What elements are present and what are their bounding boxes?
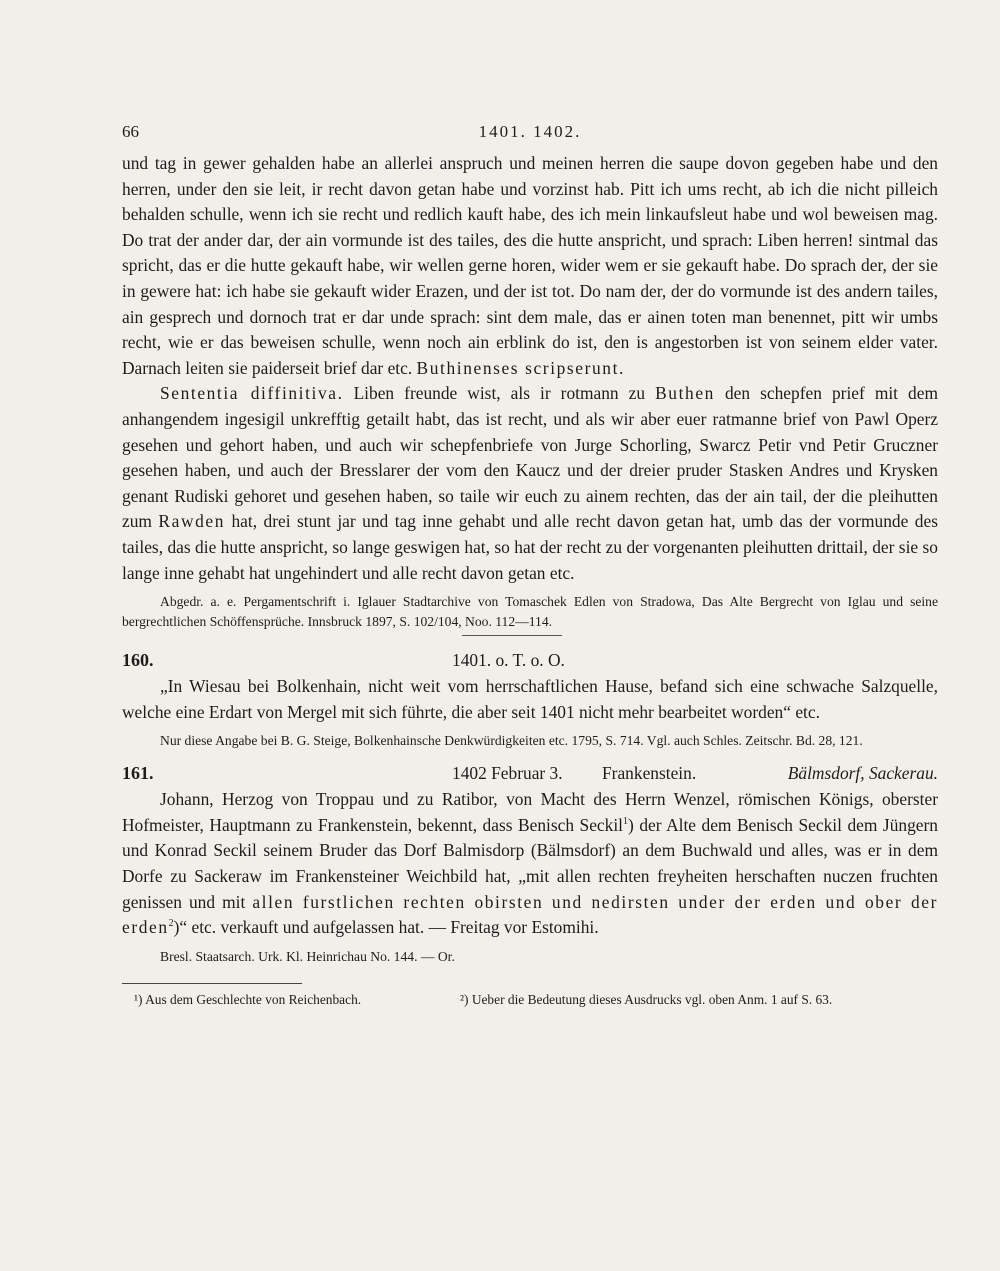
entry-number: 161. xyxy=(122,763,154,784)
sentence-label: Sententia diffinitiva. xyxy=(160,383,344,404)
continuation-paragraph: und tag in gewer gehalden habe an allerlei anspruch und meinen herren die saupe dovon gegeben habe und den herren, under den sie leit, ir recht davon getan habe und vorzinst hab. Pitt ich ums recht, ab ich die nicht pilleich behalden schulle, wenn ich sie recht und redlich kauft habe, des ich mein linkaufsleut habe und wol beweisen mag. Do trat der ander dar, der ain vormunde ist des tailes, des die hutte anspricht, und sprach: Liben herren! sintmal das spricht, das er die hutte gekauft habe, wir wellen gerne horen, wider wem er sie gekauft habe. Do sprach der, der sie in gewere hat: ich habe sie gekauft wider Erazen, und der ist tot. Do nam der, der do vormunde ist des andern tailes, ain gesprech und dornoch trat er dar unde sprach: sint dem male, das er ainen toten man benennet, pitt wir umbs recht, wie er das beweisen schulle, wenn noch ain erblink do ist, den is angestorben ist von seinem elder vater. Darnach leiten sie paiderseit brief dar etc. Buthinenses scripserunt. xyxy=(122,153,938,378)
page-header xyxy=(122,122,938,146)
footnote-1: ¹) Aus dem Geschlechte von Reichenbach. xyxy=(134,991,362,1007)
footnote-2: ²) Ueber die Bedeutung dieses Ausdrucks vgl. oben Anm. 1 auf S. 63. xyxy=(460,991,833,1007)
running-title: 1401. 1402. xyxy=(478,122,582,141)
place-name: Buthen xyxy=(655,383,715,404)
page-body xyxy=(122,151,938,1012)
page-number: 66 xyxy=(122,122,139,141)
entry-place: Frankenstein. xyxy=(602,763,697,784)
entry-161-heading xyxy=(122,759,938,787)
footnote-rule xyxy=(122,983,302,984)
place-name: Rawden xyxy=(158,511,226,532)
signature: Buthinenses scripserunt. xyxy=(416,357,625,378)
archive-reference: Bresl. Staatsarch. Urk. Kl. Heinrichau No. 144. — Or. xyxy=(160,948,455,964)
footnote-ref[interactable]: 1 xyxy=(623,816,629,828)
source-note: Abgedr. a. e. Pergamentschrift i. Iglauer Stadtarchive von Tomaschek Edlen von Stradowa, Das Alte Bergrecht von Iglau und seine bergrechtlichen Schöffensprüche. Innsbruck 1897, S. 102/104, Noo. 112—114. xyxy=(122,594,938,630)
separator-rule xyxy=(462,635,562,646)
entry-161-text: Johann, Herzog von Troppau und zu Ratibor, von Macht des Herrn Wenzel, römischen Königs, oberster Hofmeister, Hauptmann zu Frankenstein, bekennt, dass Benisch Seckil$^1$) der Alte dem Benisch Seckil dem Jüngern und Konrad Seckil seinem Bruder das Dorf Balmisdorp (Bälmsdorf) an dem Buchwald und alles, was er in dem Dorfe zu Sackeraw im Frankensteiner Weichbild hat, „mit allen rechten freyheiten herschaften nuczen fruchten genissen und mit allen furstlichen rechten obirsten und nedirsten under der erden und ober der erden$^2$)“ etc. verkauft und aufgelassen hat. — Freitag vor Estomihi. xyxy=(122,789,938,938)
entry-160-heading xyxy=(122,646,938,674)
entry-date: 1401. o. T. o. O. xyxy=(452,650,565,671)
footnotes xyxy=(122,990,938,1012)
entry-subject: Bälmsdorf, Sackerau. xyxy=(787,763,938,784)
sentence-paragraph: Sententia diffinitiva. Liben freunde wist, als ir rotmann zu Buthen den schepfen prief mit dem anhangendem ingesigil unkrefftig getailt habt, das ist recht, und als wir aber euer ratmanne brief von Pawl Operz gesehen und gehort haben, und auch wir schepfenbriefe von Jurge Schorling, Swarcz Petir vnd Petir Gruczner gesehen haben, und auch der Bresslarer der vom den Kaucz und der dreier pruder Stasken Andres und Krysken genant Rudiski gehoret und gesehen haben, so taile wir euch zu ainem rechten, das der ain tail, der die pleihutten zum Rawden hat, drei stunt jar und tag inne gehabt und alle recht davon getan hat, umb das der vormunde des tailes, das die hutte anspricht, so lange geswigen hat, so hat der recht zu der vorgenanten pleihutten drittail, der sie so lange inne gehabt hat ungehindert und alle recht davon getan etc. xyxy=(122,383,938,583)
entry-160-note: Nur diese Angabe bei B. G. Steige, Bolkenhainsche Denkwürdigkeiten etc. 1795, S. 714. Vgl. auch Schles. Zeitschr. Bd. 28, 121. xyxy=(160,733,863,749)
entry-160-text: „In Wiesau bei Bolkenhain, nicht weit vom herrschaftlichen Hause, befand sich eine schwache Salzquelle, welche eine Erdart von Mergel mit sich führte, die aber seit 1401 nicht mehr bearbeitet worden“ etc. xyxy=(122,676,938,722)
entry-number: 160. xyxy=(122,650,154,671)
entry-date: 1402 Februar 3. xyxy=(452,763,563,784)
footnote-ref[interactable]: 2 xyxy=(168,918,174,930)
